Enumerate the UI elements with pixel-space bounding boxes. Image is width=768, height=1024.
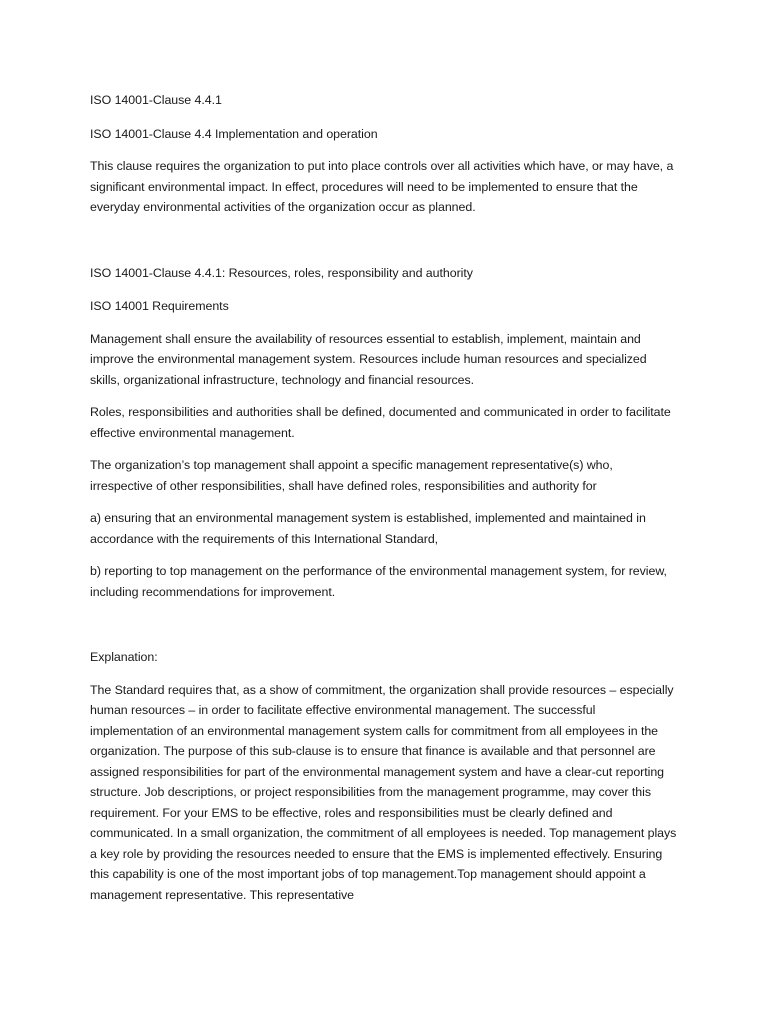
- requirement-paragraph-2: Roles, responsibilities and authorities shall be defined, documented and communicated in order to facilitate effective environmental management.: [90, 405, 671, 440]
- requirement-item-b: b) reporting to top management on the performance of the environmental management system, for review, including recommendations for improvement.: [90, 564, 667, 599]
- requirement-paragraph-1: Management shall ensure the availability of resources essential to establish, implement, maintain and improve the environmental management system. Resources include human resources and specialized skills, organizational infrastructure, technology and financial resources.: [90, 331, 647, 387]
- section-heading: ISO 14001-Clause 4.4 Implementation and operation: [90, 126, 378, 141]
- subclause-heading: ISO 14001-Clause 4.4.1: Resources, roles, responsibility and authority: [90, 265, 473, 280]
- intro-paragraph: This clause requires the organization to put into place controls over all activities which have, or may have, a significant environmental impact. In effect, procedures will need to be implemented to ensure that the everyday environmental activities of the organization occur as planned.: [90, 159, 674, 214]
- clause-heading: ISO 14001-Clause 4.4.1: [90, 93, 222, 107]
- requirement-item-a: a) ensuring that an environmental management system is established, implemented and maintained in accordance with the requirements of this International Standard,: [90, 511, 646, 546]
- explanation-paragraph: The Standard requires that, as a show of commitment, the organization shall provide resources – especially human resources – in order to facilitate effective environmental management. The successful implementation of an environmental management system calls for commitment from all employees in the organization. The purpose of this sub-clause is to ensure that finance is available and that personnel are assigned responsibilities for part of the environmental management system and have a clear-cut reporting structure. Job descriptions, or project responsibilities from the management programme, may cover this requirement. For your EMS to be effective, roles and responsibilities must be clearly defined and communicated. In a small organization, the commitment of all employees is needed. Top management plays a key role by providing the resources needed to ensure that the EMS is implemented effectively. Ensuring this capability is one of the most important jobs of top management.Top management should appoint a management representative. This representative: [90, 682, 677, 902]
- explanation-heading: Explanation:: [90, 650, 158, 664]
- requirements-heading: ISO 14001 Requirements: [90, 299, 229, 313]
- requirement-paragraph-3: The organization’s top management shall appoint a specific management representative(s) who, irrespective of other responsibilities, shall have defined roles, responsibilities and authority for: [90, 458, 613, 493]
